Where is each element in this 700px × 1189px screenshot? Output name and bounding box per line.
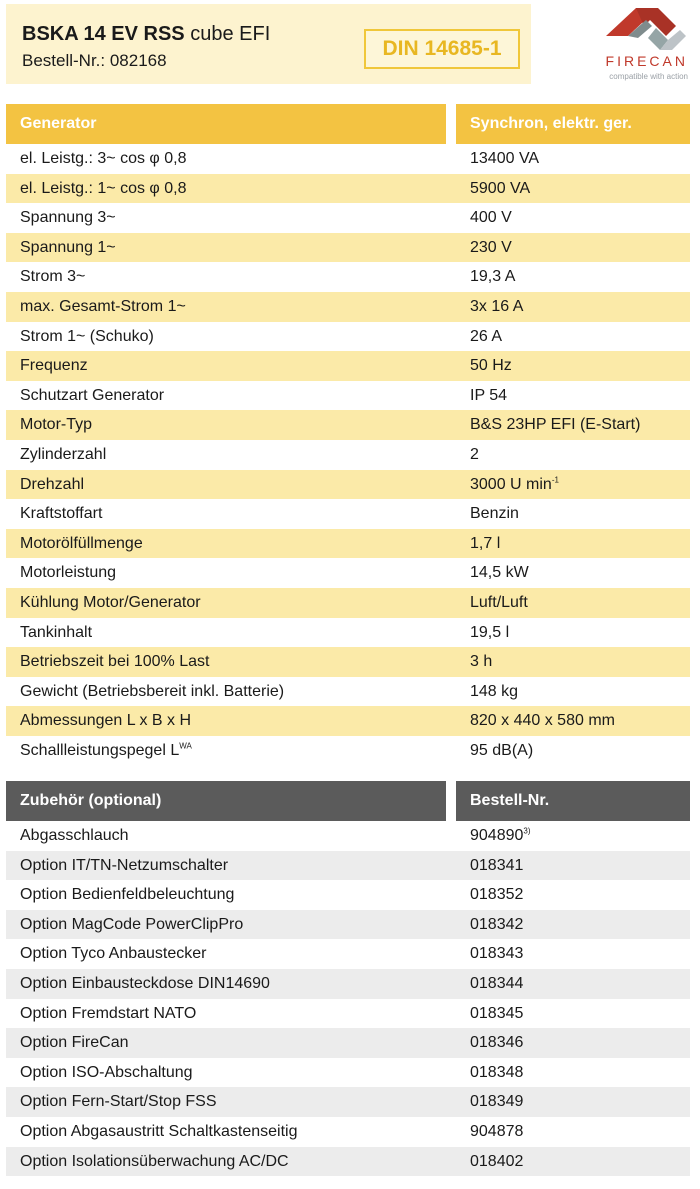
logo-wordmark: FIRECAN xyxy=(605,53,688,69)
row-value-text: 3x 16 A xyxy=(470,297,524,315)
row-value xyxy=(470,144,539,174)
din-badge: DIN 14685-1 xyxy=(364,29,520,69)
row-value-text: 2 xyxy=(470,445,479,463)
row-value-text: 230 V xyxy=(470,238,512,256)
header-cell-value: Synchron, elektr. ger. xyxy=(456,104,690,144)
row-label-text: Gewicht (Betriebsbereit inkl. Batterie) xyxy=(20,682,285,700)
row-label-text: Spannung 3~ xyxy=(20,209,116,227)
table-row xyxy=(6,381,690,411)
row-value-text: 1,7 l xyxy=(470,534,501,552)
row-value-text: 018352 xyxy=(470,886,524,904)
product-title-variant: cube EFI xyxy=(184,23,271,45)
row-value-text: 018343 xyxy=(470,945,524,963)
row-label-text: Kraftstoffart xyxy=(20,505,103,523)
row-value-text: IP 54 xyxy=(470,386,508,404)
row-value xyxy=(470,262,515,292)
row-label-text: Option FireCan xyxy=(20,1034,129,1052)
row-label xyxy=(20,821,129,851)
row-value xyxy=(470,851,523,881)
row-label-text: max. Gesamt-Strom 1~ xyxy=(20,297,186,315)
row-label xyxy=(20,262,85,292)
row-label xyxy=(20,1087,217,1117)
header-cell-label: Generator xyxy=(6,104,446,144)
row-label xyxy=(20,880,234,910)
table-row xyxy=(6,1087,690,1117)
row-label xyxy=(20,677,284,707)
row-value-text: B&S 23HP EFI (E-Start) xyxy=(470,416,641,434)
row-label-text: el. Leistg.: 3~ cos φ 0,8 xyxy=(20,150,187,167)
row-value xyxy=(470,174,530,204)
table-row xyxy=(6,939,690,969)
row-label-text: Strom 3~ xyxy=(20,268,86,286)
table-row xyxy=(6,851,690,881)
table-row xyxy=(6,233,690,263)
row-label xyxy=(20,470,84,500)
row-value xyxy=(470,736,533,766)
row-label xyxy=(20,174,186,204)
row-label-text: Option IT/TN-Netzumschalter xyxy=(20,856,229,874)
row-value-text: 018342 xyxy=(470,915,524,933)
row-value-superscript: -1 xyxy=(551,475,559,485)
row-value-text: 904890 xyxy=(470,827,524,844)
row-value-text: 50 Hz xyxy=(470,357,512,375)
header-cell-value: Bestell-Nr. xyxy=(456,781,690,821)
row-value xyxy=(470,351,512,381)
row-value-text: Benzin xyxy=(470,505,519,523)
row-value-text: 018348 xyxy=(470,1063,524,1081)
row-value xyxy=(470,588,528,618)
row-label xyxy=(20,499,102,529)
row-label xyxy=(20,706,191,736)
firecan-logo-icon xyxy=(600,6,690,54)
row-value-text: 904878 xyxy=(470,1122,524,1140)
row-label-text: Motorleistung xyxy=(20,564,117,582)
row-value xyxy=(470,440,479,470)
row-value-text: 400 V xyxy=(470,209,512,227)
row-value-superscript: 3) xyxy=(523,826,531,836)
row-value xyxy=(470,558,529,588)
row-value xyxy=(470,1058,523,1088)
row-label-text: Option Isolationsüberwachung AC/DC xyxy=(20,1152,289,1170)
row-value xyxy=(470,1028,523,1058)
row-value xyxy=(470,939,523,969)
row-label-text: Option Bedienfeldbeleuchtung xyxy=(20,886,235,904)
row-value-text: 018349 xyxy=(470,1093,524,1111)
row-label-text: Zylinderzahl xyxy=(20,445,107,463)
row-value-text: 148 kg xyxy=(470,682,519,700)
row-value xyxy=(470,677,518,707)
row-value xyxy=(470,470,559,500)
firecan-logo xyxy=(540,4,690,84)
row-label-text: Option Fremdstart NATO xyxy=(20,1004,197,1022)
row-value xyxy=(470,381,507,411)
row-label xyxy=(20,292,186,322)
row-label-text: Motorölfüllmenge xyxy=(20,534,143,552)
row-label-text: Option MagCode PowerClipPro xyxy=(20,915,244,933)
row-value xyxy=(470,880,523,910)
row-value-text: 3000 U min xyxy=(470,475,552,493)
row-label xyxy=(20,381,164,411)
row-value xyxy=(470,203,512,233)
table-row xyxy=(6,647,690,677)
row-label xyxy=(20,410,92,440)
table-row xyxy=(6,588,690,618)
row-value-text: 14,5 kW xyxy=(470,564,529,582)
logo-tagline: compatible with action xyxy=(609,72,688,81)
row-label-text: Abgasschlauch xyxy=(20,827,129,844)
row-label xyxy=(20,910,243,940)
row-label xyxy=(20,144,186,174)
row-value xyxy=(470,292,523,322)
row-label xyxy=(20,440,106,470)
row-value-text: 018402 xyxy=(470,1152,524,1170)
row-label-text: Drehzahl xyxy=(20,475,85,493)
row-value-text: 018341 xyxy=(470,856,524,874)
row-label xyxy=(20,618,92,648)
row-value xyxy=(470,999,523,1029)
row-label-text: Kühlung Motor/Generator xyxy=(20,593,201,611)
row-value-text: 19,3 A xyxy=(470,268,516,286)
row-label xyxy=(20,969,270,999)
row-label-text: Abmessungen L x B x H xyxy=(20,712,192,730)
table-row xyxy=(6,292,690,322)
row-label xyxy=(20,939,206,969)
table-row xyxy=(6,1028,690,1058)
generator-spec-table xyxy=(6,104,690,765)
row-label-text: Option Abgasaustritt Schaltkastenseitig xyxy=(20,1122,298,1140)
table-row xyxy=(6,558,690,588)
product-title-model: BSKA 14 EV RSS xyxy=(22,23,185,45)
row-label xyxy=(20,647,209,677)
row-label xyxy=(20,1147,289,1177)
row-label xyxy=(20,1028,129,1058)
row-value-text: 95 dB(A) xyxy=(470,741,534,759)
row-label xyxy=(20,588,201,618)
table-row xyxy=(6,262,690,292)
row-value-text: 3 h xyxy=(470,653,493,671)
row-value xyxy=(470,233,512,263)
row-label-text: Tankinhalt xyxy=(20,623,93,641)
row-label xyxy=(20,851,228,881)
table-row xyxy=(6,529,690,559)
row-value xyxy=(470,499,519,529)
row-label xyxy=(20,1117,298,1147)
table-row xyxy=(6,618,690,648)
row-label xyxy=(20,351,88,381)
row-value xyxy=(470,618,509,648)
row-label-text: Betriebszeit bei 100% Last xyxy=(20,653,210,671)
row-value-text: 5900 VA xyxy=(470,179,531,197)
row-label-text: Strom 1~ (Schuko) xyxy=(20,327,154,345)
table-row xyxy=(6,999,690,1029)
row-value-text: 018346 xyxy=(470,1034,524,1052)
table-row xyxy=(6,821,690,851)
product-header xyxy=(6,4,531,84)
table-row xyxy=(6,440,690,470)
row-value xyxy=(470,647,492,677)
row-value-text: 19,5 l xyxy=(470,623,510,641)
table-row xyxy=(6,706,690,736)
table-row xyxy=(6,1117,690,1147)
row-label-text: Option Einbausteckdose DIN14690 xyxy=(20,974,270,992)
row-label xyxy=(20,203,116,233)
row-value xyxy=(470,1117,523,1147)
table-row xyxy=(6,470,690,500)
order-number: Bestell-Nr.: 082168 xyxy=(22,51,167,70)
row-label-text: Motor-Typ xyxy=(20,416,93,434)
row-label-superscript: WA xyxy=(179,741,192,751)
row-value xyxy=(470,322,502,352)
table-row xyxy=(6,677,690,707)
table-row xyxy=(6,174,690,204)
table-row xyxy=(6,410,690,440)
table-row xyxy=(6,499,690,529)
row-value xyxy=(470,410,640,440)
row-value xyxy=(470,1147,523,1177)
row-label-text: Option ISO-Abschaltung xyxy=(20,1063,193,1081)
header-cell-label: Zubehör (optional) xyxy=(6,781,446,821)
row-label xyxy=(20,736,192,766)
row-value-text: 018344 xyxy=(470,974,524,992)
table-row xyxy=(6,1147,690,1177)
row-value-text: 26 A xyxy=(470,327,503,345)
row-label-text: Frequenz xyxy=(20,357,88,375)
row-label-text: Schutzart Generator xyxy=(20,386,165,404)
row-value xyxy=(470,1087,523,1117)
row-value xyxy=(470,821,531,851)
table-row xyxy=(6,910,690,940)
row-label-text: Schallleistungspegel L xyxy=(20,741,180,759)
row-label-text: Spannung 1~ xyxy=(20,238,116,256)
table-row xyxy=(6,736,690,766)
row-label-text: Option Tyco Anbaustecker xyxy=(20,945,207,963)
row-label xyxy=(20,558,116,588)
table-row xyxy=(6,1058,690,1088)
row-label-text: Option Fern-Start/Stop FSS xyxy=(20,1093,217,1111)
row-value xyxy=(470,969,523,999)
row-value xyxy=(470,529,500,559)
row-label xyxy=(20,1058,193,1088)
product-title xyxy=(22,22,270,46)
row-value xyxy=(470,706,615,736)
row-value xyxy=(470,910,523,940)
row-label-text: el. Leistg.: 1~ cos φ 0,8 xyxy=(20,179,187,197)
row-label xyxy=(20,233,116,263)
table-row xyxy=(6,351,690,381)
table-row xyxy=(6,322,690,352)
table-row xyxy=(6,203,690,233)
table-row xyxy=(6,880,690,910)
table-row xyxy=(6,144,690,174)
row-label xyxy=(20,529,143,559)
row-value-text: 820 x 440 x 580 mm xyxy=(470,712,615,730)
accessories-table-header xyxy=(6,781,690,821)
table-row xyxy=(6,969,690,999)
row-value-text: 018345 xyxy=(470,1004,524,1022)
row-value-text: Luft/Luft xyxy=(470,593,528,611)
accessories-table xyxy=(6,781,690,1176)
row-label xyxy=(20,999,196,1029)
row-value-text: 13400 VA xyxy=(470,150,540,167)
generator-table-header xyxy=(6,104,690,144)
row-label xyxy=(20,322,154,352)
